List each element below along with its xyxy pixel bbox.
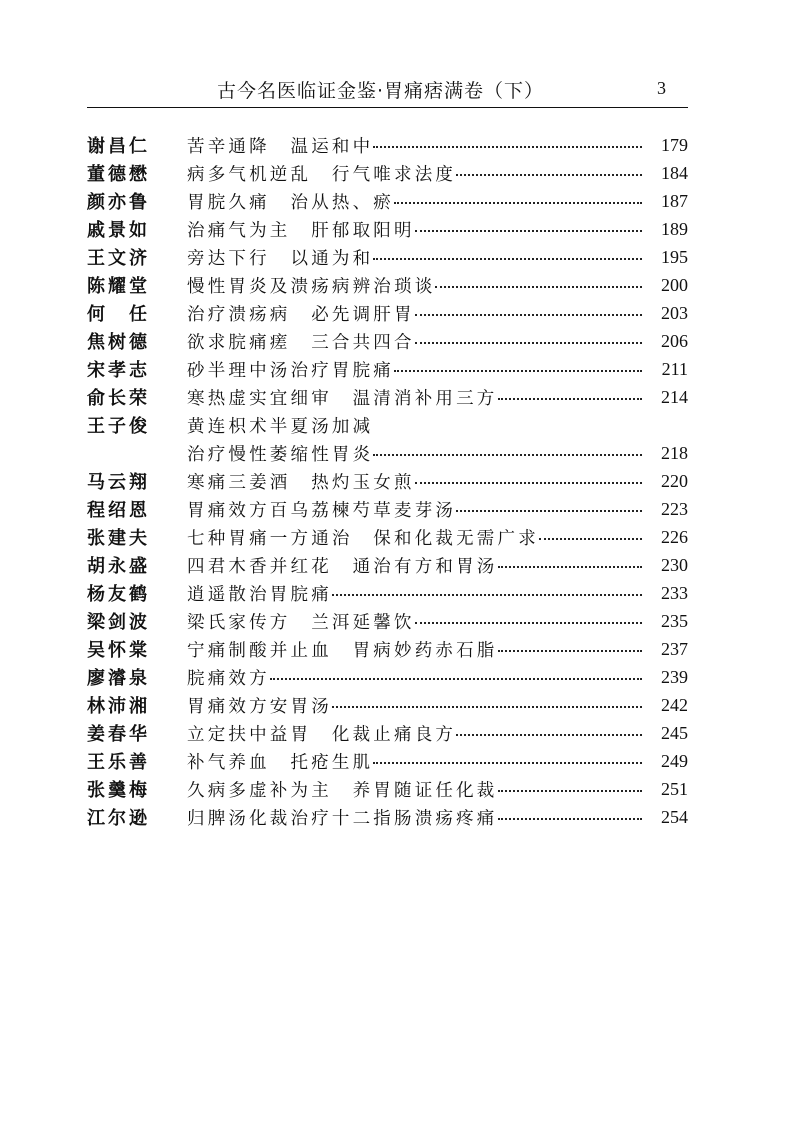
dot-leader: [456, 159, 642, 187]
dot-leader: [270, 663, 642, 691]
toc-entry[interactable]: [87, 691, 688, 719]
entry-page: 226: [661, 526, 688, 547]
dot-leader: [332, 691, 642, 719]
author-name: 杨友鹤: [87, 584, 150, 605]
dot-leader: [498, 383, 643, 411]
entry-page: 230: [661, 554, 688, 575]
entry-title: 四君木香并红花 通治有方和胃汤: [187, 556, 498, 577]
dot-leader: [332, 579, 642, 607]
author-name: 胡永盛: [87, 556, 150, 577]
toc-entry[interactable]: [87, 747, 688, 775]
dot-leader: [456, 495, 642, 523]
dot-leader: [415, 299, 642, 327]
toc-entry[interactable]: [87, 495, 688, 523]
toc-entry[interactable]: [87, 327, 688, 355]
entry-title: 黄连枳术半夏汤加减: [187, 416, 374, 437]
dot-leader: [498, 635, 643, 663]
author-name: 程绍恩: [87, 500, 150, 521]
author-name: 张羹梅: [87, 780, 150, 801]
entry-title: 脘痛效方: [187, 668, 270, 689]
entry-page: 245: [661, 722, 688, 743]
entry-title: 归脾汤化裁治疗十二指肠溃疡疼痛: [187, 808, 498, 829]
dot-leader: [498, 775, 643, 803]
entry-page: 189: [661, 218, 688, 239]
toc-entry[interactable]: [87, 271, 688, 299]
toc-entry[interactable]: [87, 159, 688, 187]
entry-page: 251: [661, 778, 688, 799]
entry-page: 233: [661, 582, 688, 603]
author-name: 陈耀堂: [87, 276, 150, 297]
toc-entry[interactable]: [87, 635, 688, 663]
entry-title: 七种胃痛一方通治 保和化裁无需广求: [187, 528, 539, 549]
toc-entry[interactable]: [87, 355, 688, 383]
toc-entry[interactable]: [87, 607, 688, 635]
entry-title: 补气养血 托疮生肌: [187, 752, 374, 773]
toc-entry[interactable]: [87, 719, 688, 747]
author-name: 马云翔: [87, 472, 150, 493]
entry-page: 179: [661, 134, 688, 155]
running-title: 古今名医临证金鉴·胃痛痞满卷（下）: [217, 80, 545, 102]
author-name: 谢昌仁: [87, 136, 150, 157]
dot-leader: [394, 187, 642, 215]
toc-entry[interactable]: [87, 187, 688, 215]
entry-page: 239: [661, 666, 688, 687]
entry-page: 249: [661, 750, 688, 771]
entry-title: 治疗溃疡病 必先调肝胃: [187, 304, 415, 325]
author-name: 宋孝志: [87, 360, 150, 381]
entry-title: 治疗慢性萎缩性胃炎: [187, 444, 374, 465]
entry-page: 242: [661, 694, 688, 715]
entry-page: 254: [661, 806, 688, 827]
entry-page: 218: [661, 442, 688, 463]
toc-entry[interactable]: [87, 215, 688, 243]
author-name: 王乐善: [87, 752, 150, 773]
dot-leader: [456, 719, 642, 747]
entry-page: 235: [661, 610, 688, 631]
toc-entry[interactable]: [87, 411, 688, 439]
header-rule: [87, 107, 688, 108]
dot-leader: [373, 439, 642, 467]
entry-title: 旁达下行 以通为和: [187, 248, 374, 269]
entry-title: 欲求脘痛瘥 三合共四合: [187, 332, 415, 353]
dot-leader: [415, 215, 642, 243]
dot-leader: [394, 355, 642, 383]
entry-title: 胃脘久痛 治从热、瘀: [187, 192, 394, 213]
entry-title: 胃痛效方安胃汤: [187, 696, 332, 717]
dot-leader: [373, 243, 642, 271]
entry-page: 184: [661, 162, 688, 183]
toc-entry[interactable]: [87, 523, 688, 551]
toc-entry[interactable]: [87, 579, 688, 607]
entry-page: 203: [661, 302, 688, 323]
author-name: 董德懋: [87, 164, 150, 185]
author-name: 俞长荣: [87, 388, 150, 409]
dot-leader: [498, 803, 643, 831]
dot-leader: [435, 271, 642, 299]
entry-title: 久病多虚补为主 养胃随证任化裁: [187, 780, 498, 801]
entry-title: 慢性胃炎及溃疡病辨治琐谈: [187, 276, 436, 297]
toc-entry[interactable]: [87, 383, 688, 411]
toc-entry[interactable]: [87, 663, 688, 691]
running-header: [87, 74, 688, 104]
entry-page: 200: [661, 274, 688, 295]
entry-page: 220: [661, 470, 688, 491]
entry-title: 寒痛三姜酒 热灼玉女煎: [187, 472, 415, 493]
entry-title: 宁痛制酸并止血 胃病妙药赤石脂: [187, 640, 498, 661]
entry-title: 胃痛效方百乌荔楝芍草麦芽汤: [187, 500, 457, 521]
entry-title: 立定扶中益胃 化裁止痛良方: [187, 724, 457, 745]
entry-title: 病多气机逆乱 行气唯求法度: [187, 164, 457, 185]
author-name: 江尔逊: [87, 808, 150, 829]
entry-title: 治痛气为主 肝郁取阳明: [187, 220, 415, 241]
toc-entry[interactable]: [87, 803, 688, 831]
dot-leader: [539, 523, 642, 551]
dot-leader: [415, 327, 642, 355]
page-number: 3: [657, 78, 666, 98]
dot-leader: [373, 131, 642, 159]
entry-title: 逍遥散治胃脘痛: [187, 584, 332, 605]
toc-entry[interactable]: [87, 467, 688, 495]
toc-entry[interactable]: [87, 131, 688, 159]
dot-leader: [498, 551, 643, 579]
entry-page: 237: [661, 638, 688, 659]
entry-title: 苦辛通降 温运和中: [187, 136, 374, 157]
author-name: 吴怀棠: [87, 640, 150, 661]
author-name: 张建夫: [87, 528, 150, 549]
toc-entry-continuation[interactable]: [87, 439, 688, 467]
author-name: 林沛湘: [87, 696, 150, 717]
toc-entry[interactable]: [87, 243, 688, 271]
author-name: 梁剑波: [87, 612, 150, 633]
dot-leader: [415, 607, 642, 635]
toc-entry[interactable]: [87, 299, 688, 327]
entry-title: 砂半理中汤治疗胃脘痛: [187, 360, 394, 381]
entry-page: 195: [661, 246, 688, 267]
author-name: 焦树德: [87, 332, 150, 353]
author-name: 王子俊: [87, 416, 150, 437]
toc-entry[interactable]: [87, 775, 688, 803]
author-name: 王文济: [87, 248, 150, 269]
toc-entry[interactable]: [87, 551, 688, 579]
entry-page: 211: [661, 358, 688, 379]
table-of-contents: [87, 131, 688, 831]
entry-page: 214: [661, 386, 688, 407]
entry-page: 223: [661, 498, 688, 519]
entry-page: 187: [661, 190, 688, 211]
author-name: 廖濬泉: [87, 668, 150, 689]
author-name: 何 任: [87, 304, 150, 325]
author-name: 颜亦鲁: [87, 192, 150, 213]
entry-title: 梁氏家传方 兰洱延馨饮: [187, 612, 415, 633]
dot-leader: [415, 467, 642, 495]
entry-title: 寒热虚实宜细审 温清消补用三方: [187, 388, 498, 409]
dot-leader: [373, 747, 642, 775]
author-name: 姜春华: [87, 724, 150, 745]
entry-page: 206: [661, 330, 688, 351]
author-name: 戚景如: [87, 220, 150, 241]
